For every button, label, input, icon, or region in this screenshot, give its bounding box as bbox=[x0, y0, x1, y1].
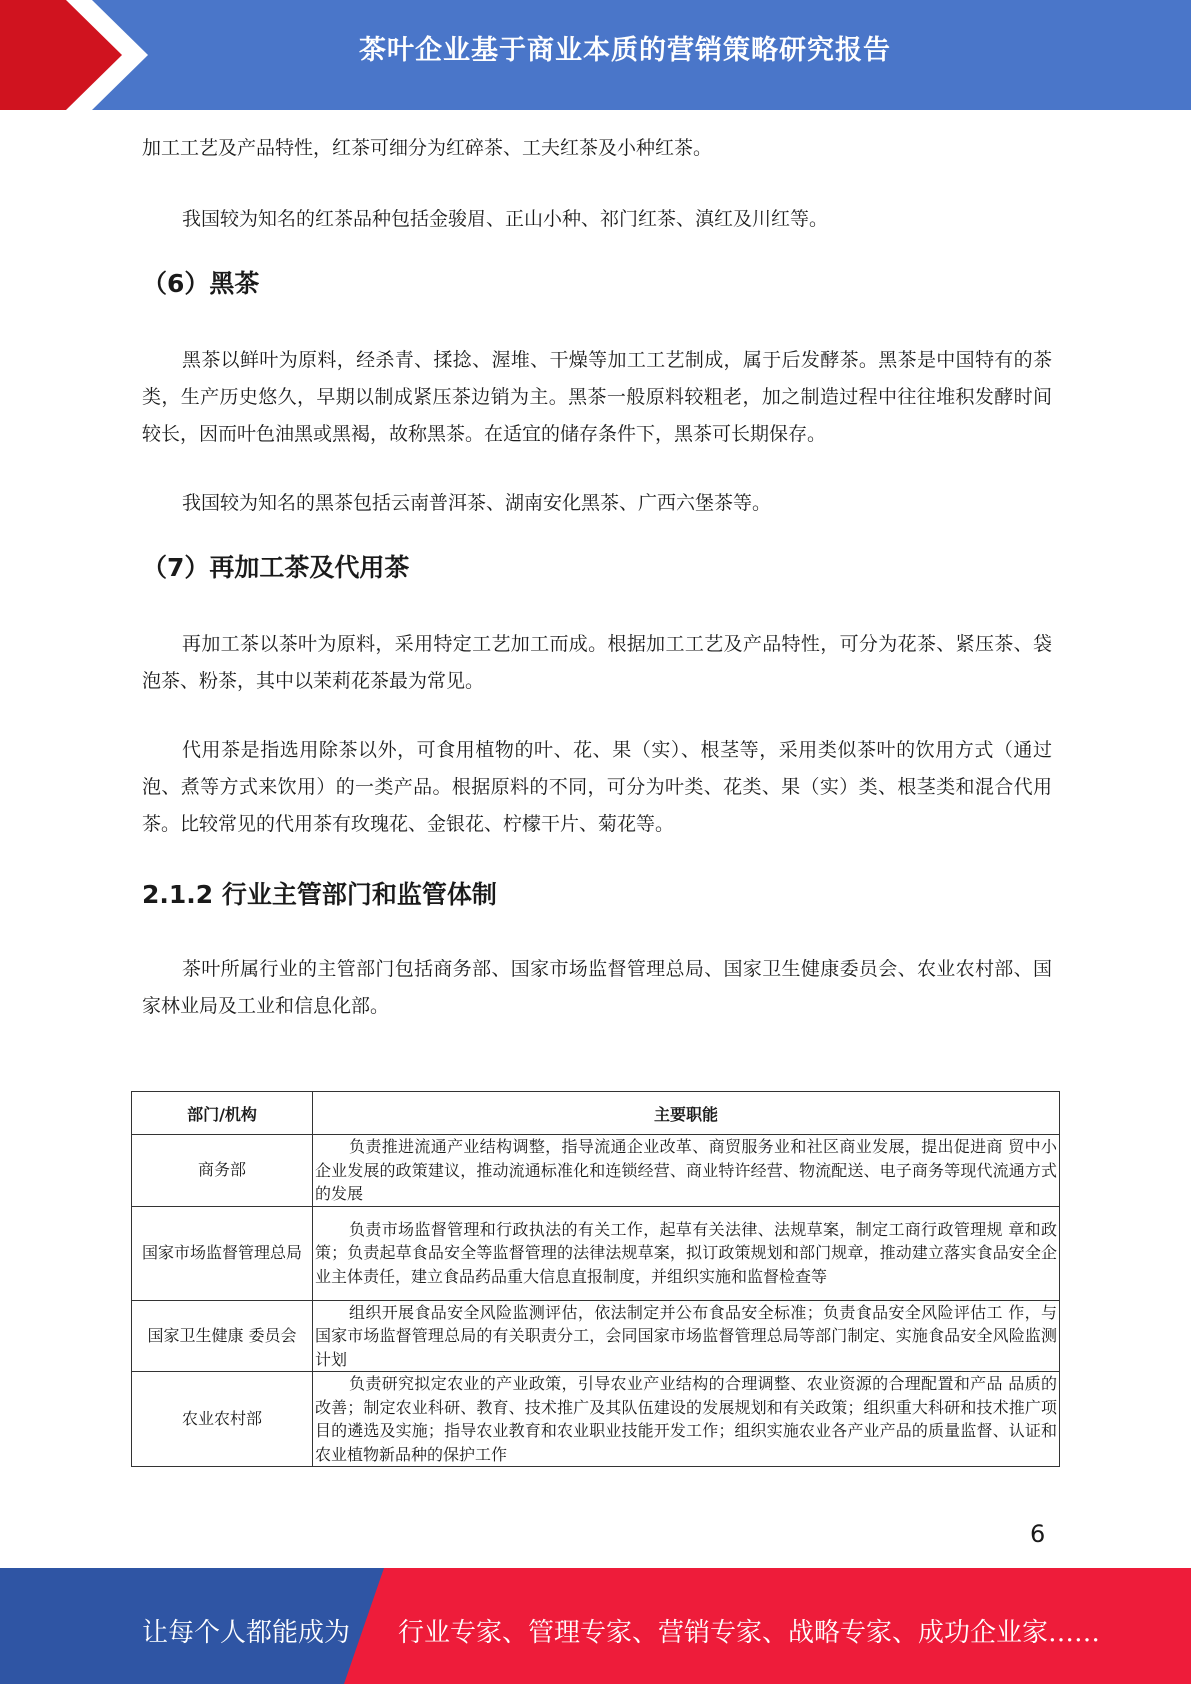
footer-slogan-right: 行业专家、管理专家、营销专家、战略专家、成功企业家…… bbox=[398, 1618, 1101, 1648]
table-row bbox=[132, 1206, 1060, 1300]
column-header-duty: 主要职能 bbox=[313, 1092, 1060, 1135]
regulator-table bbox=[131, 1091, 1060, 1467]
table-row bbox=[132, 1300, 1060, 1372]
table-row bbox=[132, 1372, 1060, 1467]
page-number: 6 bbox=[1030, 1520, 1046, 1548]
paragraph: 再加工茶以茶叶为原料，采用特定工艺加工而成。根据加工工艺及产品特性，可分为花茶、紧压茶、袋泡茶、粉茶，其中以茉莉花茶最为常见。 bbox=[142, 633, 1052, 692]
paragraph: 我国较为知名的黑茶包括云南普洱茶、湖南安化黑茶、广西六堡茶等。 bbox=[182, 492, 772, 514]
footer-slogan-left: 让每个人都能成为 bbox=[142, 1618, 351, 1648]
org-cell: 国家卫生健康 委员会 bbox=[132, 1300, 313, 1372]
paragraph: 代用茶是指选用除茶以外，可食用植物的叶、花、果（实）、根茎等，采用类似茶叶的饮用方式（通过泡、煮等方式来饮用）的一类产品。根据原料的不同，可分为叶类、花类、果（实）类、根茎类和混合代用茶。比较常见的代用茶有玫瑰花、金银花、柠檬干片、菊花等。 bbox=[142, 739, 1052, 835]
paragraph: 我国较为知名的红茶品种包括金骏眉、正山小种、祁门红茶、滇红及川红等。 bbox=[182, 208, 829, 230]
column-header-org: 部门/机构 bbox=[132, 1092, 313, 1135]
paragraph: 加工工艺及产品特性，红茶可细分为红碎茶、工夫红茶及小种红茶。 bbox=[142, 137, 713, 159]
page-header bbox=[0, 0, 1191, 110]
duty-cell: 负责推进流通产业结构调整，指导流通企业改革、商贸服务业和社区商业发展，提出促进商 贸中小企业发展的政策建议，推动流通标准化和连锁经营、商业特许经营、物流配送、电子商务等现代流通方式的发展 bbox=[313, 1135, 1060, 1207]
subsection-heading: 2.1.2 行业主管部门和监管体制 bbox=[142, 880, 497, 909]
header-title: 茶叶企业基于商业本质的营销策略研究报告 bbox=[359, 35, 891, 66]
header-arrow-decoration bbox=[0, 0, 160, 110]
table-header-row bbox=[132, 1092, 1060, 1135]
document-body bbox=[142, 130, 1052, 1025]
section-heading: （6）黑茶 bbox=[142, 269, 260, 298]
org-cell: 农业农村部 bbox=[132, 1372, 313, 1467]
duty-cell: 负责研究拟定农业的产业政策，引导农业产业结构的合理调整、农业资源的合理配置和产品 品质的改善；制定农业科研、教育、技术推广及其队伍建设的发展规划和有关政策；组织重大科研和技术推广项目的遴选及实施；指导农业教育和农业职业技能开发工作；组织实施农业各产业产品的质量监督、认证和农业植物新品种的保护工作 bbox=[313, 1372, 1060, 1467]
org-cell: 商务部 bbox=[132, 1135, 313, 1207]
paragraph: 茶叶所属行业的主管部门包括商务部、国家市场监督管理总局、国家卫生健康委员会、农业农村部、国家林业局及工业和信息化部。 bbox=[142, 958, 1052, 1017]
paragraph: 黑茶以鲜叶为原料，经杀青、揉捻、渥堆、干燥等加工工艺制成，属于后发酵茶。黑茶是中国特有的茶类，生产历史悠久，早期以制成紧压茶边销为主。黑茶一般原料较粗老，加之制造过程中往往堆积发酵时间较长，因而叶色油黑或黑褐，故称黑茶。在适宜的储存条件下，黑茶可长期保存。 bbox=[142, 349, 1052, 445]
org-cell: 国家市场监督管理总局 bbox=[132, 1206, 313, 1300]
duty-cell: 组织开展食品安全风险监测评估，依法制定并公布食品安全标准；负责食品安全风险评估工 作，与国家市场监督管理总局的有关职责分工，会同国家市场监督管理总局等部门制定、实施食品安全风险监测计划 bbox=[313, 1300, 1060, 1372]
duty-cell: 负责市场监督管理和行政执法的有关工作，起草有关法律、法规草案，制定工商行政管理规 章和政策；负责起草食品安全等监督管理的法律法规草案，拟订政策规划和部门规章，推动建立落实食品安全企业主体责任，建立食品药品重大信息直报制度，并组织实施和监督检查等 bbox=[313, 1206, 1060, 1300]
table-row bbox=[132, 1135, 1060, 1207]
section-heading: （7）再加工茶及代用茶 bbox=[142, 553, 410, 582]
page-footer bbox=[0, 1568, 1191, 1684]
